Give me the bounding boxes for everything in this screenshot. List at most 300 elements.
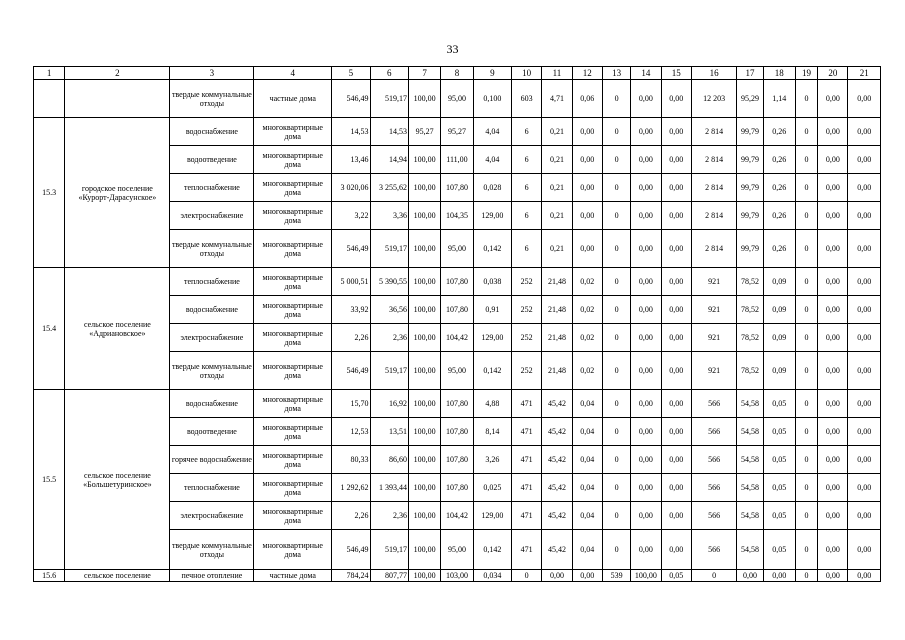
- table-cell: 107,80: [441, 390, 473, 418]
- table-cell: 0,00: [848, 174, 881, 202]
- table-cell: 80,33: [332, 446, 370, 474]
- table-cell: 0,00: [848, 570, 881, 582]
- table-cell: 0,26: [763, 146, 795, 174]
- table-cell: 0,05: [763, 446, 795, 474]
- table-cell: 519,17: [370, 230, 408, 268]
- table-cell: 0,025: [473, 474, 511, 502]
- column-header: 14: [631, 67, 661, 80]
- table-cell: 0,00: [848, 502, 881, 530]
- table-row: [34, 390, 881, 418]
- header-row: [34, 67, 881, 80]
- table-cell: 2 814: [691, 146, 736, 174]
- table-cell: 95,00: [441, 230, 473, 268]
- table-cell: 0,00: [848, 296, 881, 324]
- service-type: теплоснабжение: [170, 268, 254, 296]
- table-cell: 0,00: [631, 502, 661, 530]
- column-header: 8: [441, 67, 473, 80]
- table-cell: 0,00: [661, 324, 691, 352]
- table-cell: 0: [602, 202, 630, 230]
- table-cell: 546,49: [332, 352, 370, 390]
- table-cell: 0,00: [542, 570, 572, 582]
- table-cell: 0,00: [631, 474, 661, 502]
- table-cell: 0,00: [661, 390, 691, 418]
- table-cell: 86,60: [370, 446, 408, 474]
- table-cell: 566: [691, 474, 736, 502]
- table-cell: 104,42: [441, 324, 473, 352]
- table-cell: 0,00: [818, 80, 848, 118]
- table-cell: 0,00: [818, 202, 848, 230]
- table-cell: 471: [512, 418, 542, 446]
- table-cell: 0,00: [661, 418, 691, 446]
- table-cell: 0,00: [631, 296, 661, 324]
- column-header: 3: [170, 67, 254, 80]
- table-cell: 8,14: [473, 418, 511, 446]
- housing-type: многоквартирные дома: [254, 296, 332, 324]
- column-header: 19: [795, 67, 817, 80]
- table-cell: 0,00: [818, 418, 848, 446]
- table-cell: 0: [602, 530, 630, 570]
- table-row: [34, 118, 881, 146]
- table-cell: 0,05: [763, 502, 795, 530]
- table-cell: 54,58: [737, 418, 763, 446]
- table-cell: 0: [602, 146, 630, 174]
- table-cell: 471: [512, 530, 542, 570]
- column-header: 11: [542, 67, 572, 80]
- table-cell: 252: [512, 324, 542, 352]
- table-cell: 0,21: [542, 230, 572, 268]
- table-cell: 0: [602, 502, 630, 530]
- table-cell: 566: [691, 530, 736, 570]
- table-cell: 3,26: [473, 446, 511, 474]
- table-cell: 0,00: [818, 324, 848, 352]
- table-cell: 252: [512, 352, 542, 390]
- table-cell: 0: [795, 390, 817, 418]
- item-number: 15.5: [34, 390, 65, 570]
- table-cell: 1 393,44: [370, 474, 408, 502]
- table-cell: 0,00: [631, 324, 661, 352]
- table-cell: 0,00: [661, 352, 691, 390]
- table-cell: 0,100: [473, 80, 511, 118]
- housing-type: многоквартирные дома: [254, 202, 332, 230]
- table-cell: 0,00: [818, 502, 848, 530]
- table-cell: 99,79: [737, 146, 763, 174]
- table-cell: 566: [691, 418, 736, 446]
- table-cell: 0,00: [818, 474, 848, 502]
- table-cell: 5 390,55: [370, 268, 408, 296]
- table-cell: 12,53: [332, 418, 370, 446]
- table-cell: 33,92: [332, 296, 370, 324]
- service-type: водоснабжение: [170, 390, 254, 418]
- table-cell: 0: [602, 118, 630, 146]
- table-cell: 21,48: [542, 324, 572, 352]
- table-cell: 100,00: [408, 146, 440, 174]
- table-cell: 0,00: [631, 390, 661, 418]
- table-cell: 100,00: [408, 230, 440, 268]
- table-cell: 0,91: [473, 296, 511, 324]
- table-cell: 129,00: [473, 324, 511, 352]
- column-header: 15: [661, 67, 691, 80]
- table-cell: 45,42: [542, 446, 572, 474]
- table-cell: 0,00: [661, 530, 691, 570]
- service-type: электроснабжение: [170, 324, 254, 352]
- table-cell: 0: [795, 418, 817, 446]
- table-cell: 519,17: [370, 530, 408, 570]
- table-cell: 0: [602, 352, 630, 390]
- table-cell: 539: [602, 570, 630, 582]
- table-cell: 0,00: [848, 418, 881, 446]
- table-cell: 0,00: [848, 146, 881, 174]
- table-cell: 0,06: [572, 80, 602, 118]
- table-cell: 0: [795, 230, 817, 268]
- housing-type: многоквартирные дома: [254, 146, 332, 174]
- table-cell: 107,80: [441, 174, 473, 202]
- table-cell: 519,17: [370, 80, 408, 118]
- table-cell: 252: [512, 296, 542, 324]
- table-cell: 99,79: [737, 174, 763, 202]
- table-cell: 2 814: [691, 174, 736, 202]
- table-cell: 0: [795, 570, 817, 582]
- table-cell: 4,71: [542, 80, 572, 118]
- table-cell: 100,00: [408, 202, 440, 230]
- table-cell: 784,24: [332, 570, 370, 582]
- table-cell: 129,00: [473, 202, 511, 230]
- column-header: 2: [65, 67, 170, 80]
- column-header: 4: [254, 67, 332, 80]
- page-number: 33: [446, 42, 459, 56]
- table-cell: 566: [691, 502, 736, 530]
- table-cell: 0,00: [661, 230, 691, 268]
- housing-type: многоквартирные дома: [254, 230, 332, 268]
- table-cell: 0,04: [572, 446, 602, 474]
- table-cell: 100,00: [408, 446, 440, 474]
- table-cell: 45,42: [542, 474, 572, 502]
- table-cell: 100,00: [408, 418, 440, 446]
- table-cell: 45,42: [542, 502, 572, 530]
- table-cell: 0: [602, 268, 630, 296]
- table-cell: 45,42: [542, 530, 572, 570]
- table-cell: 0: [795, 146, 817, 174]
- table-cell: 0,00: [848, 474, 881, 502]
- table-cell: 546,49: [332, 80, 370, 118]
- table-cell: 0: [602, 324, 630, 352]
- table-cell: 100,00: [408, 530, 440, 570]
- table-cell: 100,00: [408, 324, 440, 352]
- table-cell: 0,00: [661, 174, 691, 202]
- table-cell: 0: [795, 352, 817, 390]
- table-cell: 14,94: [370, 146, 408, 174]
- table-cell: 2 814: [691, 230, 736, 268]
- table-cell: 14,53: [332, 118, 370, 146]
- table-cell: 921: [691, 268, 736, 296]
- table-cell: 107,80: [441, 418, 473, 446]
- service-type: водоснабжение: [170, 118, 254, 146]
- table-cell: 0,21: [542, 202, 572, 230]
- item-number: 15.6: [34, 570, 65, 582]
- table-cell: 0,21: [542, 146, 572, 174]
- table-cell: 2,36: [370, 502, 408, 530]
- table-cell: 0,26: [763, 118, 795, 146]
- table-cell: 0,09: [763, 352, 795, 390]
- table-cell: 0,05: [763, 530, 795, 570]
- table-cell: 0: [795, 446, 817, 474]
- table-cell: 0,05: [763, 474, 795, 502]
- table-cell: 0: [691, 570, 736, 582]
- table-cell: 0,00: [818, 268, 848, 296]
- table-cell: 99,79: [737, 118, 763, 146]
- table-cell: 13,51: [370, 418, 408, 446]
- housing-type: частные дома: [254, 80, 332, 118]
- table-cell: 0,028: [473, 174, 511, 202]
- table-cell: 0,038: [473, 268, 511, 296]
- table-cell: 0,26: [763, 202, 795, 230]
- table-cell: 103,00: [441, 570, 473, 582]
- table-cell: 100,00: [408, 352, 440, 390]
- table-cell: 546,49: [332, 530, 370, 570]
- table-cell: 0,00: [848, 118, 881, 146]
- table-cell: 471: [512, 446, 542, 474]
- table-cell: 0,00: [848, 530, 881, 570]
- column-header: 20: [818, 67, 848, 80]
- housing-type: многоквартирные дома: [254, 268, 332, 296]
- table-cell: 0: [602, 418, 630, 446]
- table-cell: 99,79: [737, 202, 763, 230]
- column-header: 7: [408, 67, 440, 80]
- settlement-name: городское поселение «Курорт-Дарасунское»: [65, 118, 170, 268]
- table-cell: 54,58: [737, 502, 763, 530]
- housing-type: многоквартирные дома: [254, 502, 332, 530]
- table-cell: 1 292,62: [332, 474, 370, 502]
- service-type: водоотведение: [170, 146, 254, 174]
- table-cell: 4,04: [473, 118, 511, 146]
- table-cell: 0,00: [631, 418, 661, 446]
- table-cell: 15,70: [332, 390, 370, 418]
- table-cell: 0,00: [572, 146, 602, 174]
- table-cell: 6: [512, 118, 542, 146]
- table-cell: 0,00: [661, 446, 691, 474]
- table-cell: 921: [691, 296, 736, 324]
- table-cell: 107,80: [441, 268, 473, 296]
- housing-type: многоквартирные дома: [254, 174, 332, 202]
- table-cell: 0,00: [631, 530, 661, 570]
- table-cell: 111,00: [441, 146, 473, 174]
- column-header: 6: [370, 67, 408, 80]
- table-cell: 0,00: [818, 174, 848, 202]
- table-cell: 0: [795, 118, 817, 146]
- table-cell: 0,00: [661, 118, 691, 146]
- table-cell: 0: [602, 80, 630, 118]
- table-cell: 21,48: [542, 268, 572, 296]
- table-cell: 0,00: [818, 296, 848, 324]
- table-cell: 100,00: [408, 390, 440, 418]
- table-cell: 0,00: [631, 230, 661, 268]
- table-cell: 6: [512, 230, 542, 268]
- table-cell: 0,00: [848, 268, 881, 296]
- table-cell: 54,58: [737, 446, 763, 474]
- table-cell: 0: [512, 570, 542, 582]
- service-type: горячее водоснабжение: [170, 446, 254, 474]
- tariff-table: [33, 66, 881, 582]
- table-cell: 99,79: [737, 230, 763, 268]
- column-header: 21: [848, 67, 881, 80]
- table-cell: 21,48: [542, 352, 572, 390]
- table-cell: 0,00: [661, 474, 691, 502]
- table-cell: 0,00: [631, 352, 661, 390]
- table-cell: 0,00: [763, 570, 795, 582]
- item-number: 15.4: [34, 268, 65, 390]
- table-cell: 471: [512, 390, 542, 418]
- table-cell: 100,00: [408, 174, 440, 202]
- service-type: электроснабжение: [170, 502, 254, 530]
- housing-type: многоквартирные дома: [254, 446, 332, 474]
- table-cell: 0,00: [572, 118, 602, 146]
- table-cell: 0,00: [818, 230, 848, 268]
- service-type: твердые коммунальные отходы: [170, 530, 254, 570]
- table-cell: 0,00: [572, 174, 602, 202]
- table-cell: 0,00: [661, 502, 691, 530]
- table-cell: 107,80: [441, 474, 473, 502]
- table-cell: 0: [602, 446, 630, 474]
- table-cell: 0,04: [572, 502, 602, 530]
- table-cell: 0: [795, 202, 817, 230]
- table-cell: 0,00: [631, 174, 661, 202]
- table-cell: 3,36: [370, 202, 408, 230]
- table-cell: 0,00: [818, 352, 848, 390]
- table-cell: 0,00: [848, 230, 881, 268]
- table-cell: 0,00: [848, 324, 881, 352]
- table-cell: 0,26: [763, 230, 795, 268]
- housing-type: многоквартирные дома: [254, 118, 332, 146]
- table-cell: 104,35: [441, 202, 473, 230]
- table-cell: 4,88: [473, 390, 511, 418]
- table-cell: 0,00: [818, 446, 848, 474]
- table-cell: 16,92: [370, 390, 408, 418]
- table-cell: 0,00: [661, 202, 691, 230]
- table-cell: 0: [602, 296, 630, 324]
- settlement-name: сельское поселение «Адриановское»: [65, 268, 170, 390]
- table-cell: 807,77: [370, 570, 408, 582]
- table-cell: 603: [512, 80, 542, 118]
- table-cell: 100,00: [408, 502, 440, 530]
- table-cell: 36,56: [370, 296, 408, 324]
- table-row: [34, 80, 881, 118]
- table-cell: 0,00: [818, 146, 848, 174]
- table-cell: 107,80: [441, 446, 473, 474]
- table-cell: 95,29: [737, 80, 763, 118]
- column-header: 18: [763, 67, 795, 80]
- table-cell: 546,49: [332, 230, 370, 268]
- table-cell: 2 814: [691, 202, 736, 230]
- table-cell: 21,48: [542, 296, 572, 324]
- table-cell: 566: [691, 446, 736, 474]
- table-cell: 0,00: [631, 446, 661, 474]
- table-cell: 129,00: [473, 502, 511, 530]
- service-type: электроснабжение: [170, 202, 254, 230]
- table-cell: 471: [512, 502, 542, 530]
- table-cell: 3 020,06: [332, 174, 370, 202]
- housing-type: многоквартирные дома: [254, 352, 332, 390]
- column-header: 17: [737, 67, 763, 80]
- service-type: печное отопление: [170, 570, 254, 582]
- table-cell: 0,00: [572, 570, 602, 582]
- table-cell: 54,58: [737, 474, 763, 502]
- table-cell: 78,52: [737, 268, 763, 296]
- table-cell: 100,00: [631, 570, 661, 582]
- table-cell: 0,00: [737, 570, 763, 582]
- table-cell: 1,14: [763, 80, 795, 118]
- table-cell: 921: [691, 352, 736, 390]
- table-cell: 0,09: [763, 296, 795, 324]
- table-cell: 78,52: [737, 324, 763, 352]
- table-cell: 0,04: [572, 418, 602, 446]
- table-cell: 0,00: [661, 80, 691, 118]
- table-cell: 0,04: [572, 474, 602, 502]
- table-cell: 54,58: [737, 390, 763, 418]
- table-cell: 95,00: [441, 530, 473, 570]
- table-cell: 0,142: [473, 530, 511, 570]
- service-type: твердые коммунальные отходы: [170, 352, 254, 390]
- table-cell: 2,36: [370, 324, 408, 352]
- table-cell: 2,26: [332, 324, 370, 352]
- table-cell: 0,05: [763, 418, 795, 446]
- housing-type: частные дома: [254, 570, 332, 582]
- table-cell: 0,02: [572, 324, 602, 352]
- table-cell: 4,04: [473, 146, 511, 174]
- table-cell: 45,42: [542, 418, 572, 446]
- table-cell: 0,142: [473, 352, 511, 390]
- service-type: твердые коммунальные отходы: [170, 230, 254, 268]
- table-cell: 78,52: [737, 352, 763, 390]
- table-cell: 0,00: [572, 202, 602, 230]
- table-cell: 0: [795, 502, 817, 530]
- table-cell: 0,05: [661, 570, 691, 582]
- table-cell: 0: [795, 296, 817, 324]
- service-type: водоотведение: [170, 418, 254, 446]
- table-cell: 0,04: [572, 390, 602, 418]
- table-cell: 2,26: [332, 502, 370, 530]
- table-cell: 104,42: [441, 502, 473, 530]
- table-cell: 0,00: [818, 570, 848, 582]
- table-cell: 3,22: [332, 202, 370, 230]
- service-type: теплоснабжение: [170, 474, 254, 502]
- table-cell: 0,00: [631, 202, 661, 230]
- column-header: 12: [572, 67, 602, 80]
- table-cell: 0,00: [818, 118, 848, 146]
- table-cell: 0: [602, 174, 630, 202]
- table-cell: 0: [795, 268, 817, 296]
- table-cell: 95,27: [408, 118, 440, 146]
- table-cell: 0,05: [763, 390, 795, 418]
- table-cell: 0,02: [572, 352, 602, 390]
- table-cell: 566: [691, 390, 736, 418]
- service-type: теплоснабжение: [170, 174, 254, 202]
- table-cell: 0: [795, 474, 817, 502]
- table-cell: 471: [512, 474, 542, 502]
- table-cell: 0,21: [542, 174, 572, 202]
- table-cell: 0,02: [572, 296, 602, 324]
- service-type: водоснабжение: [170, 296, 254, 324]
- service-type: твердые коммунальные отходы: [170, 80, 254, 118]
- table-cell: 100,00: [408, 268, 440, 296]
- table-cell: 921: [691, 324, 736, 352]
- table-cell: 0,04: [572, 530, 602, 570]
- table-cell: 0,00: [848, 352, 881, 390]
- table-cell: 0,00: [631, 118, 661, 146]
- table-cell: 0,034: [473, 570, 511, 582]
- table-cell: 0: [795, 530, 817, 570]
- table-cell: 0,00: [848, 80, 881, 118]
- table-cell: 100,00: [408, 474, 440, 502]
- table-cell: 13,46: [332, 146, 370, 174]
